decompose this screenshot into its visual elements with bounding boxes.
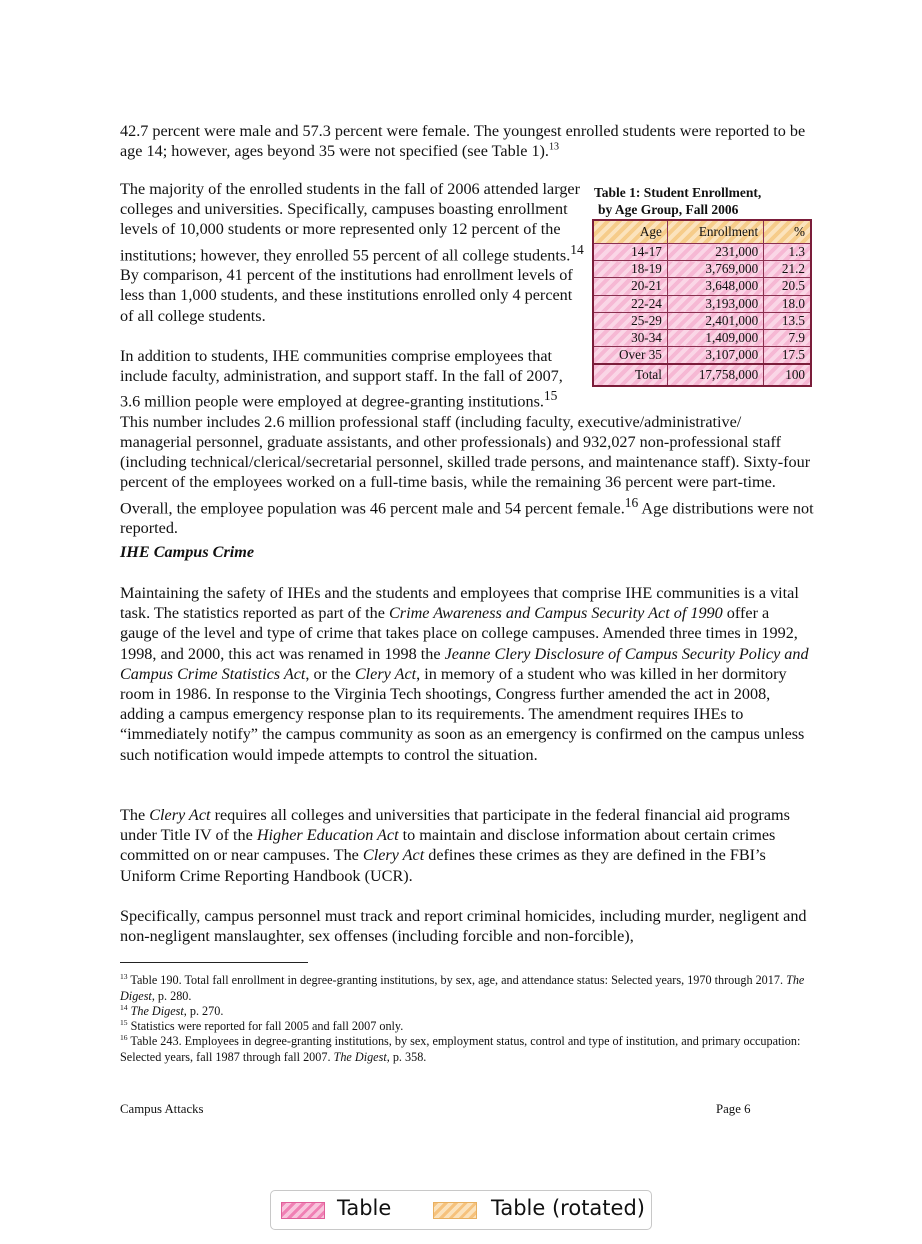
paragraph-text: , or the [305,664,355,683]
footnote-divider [120,962,308,963]
table-cell: 100 [764,364,811,386]
footnote-source: The Digest [333,1049,387,1064]
table-cell: 14-17 [593,244,667,261]
table-cell: 20-21 [593,278,667,295]
page-number: Page 6 [716,1102,751,1116]
footnote-text: , p. 270. [183,1004,224,1018]
table-cell: 3,769,000 [667,261,763,278]
table-cell: 17,758,000 [667,364,763,386]
footnote-number: 16 [120,1032,128,1042]
footnote-number: 14 [120,1002,128,1012]
table-header-cell: % [764,220,811,244]
table-cell: 231,000 [667,244,763,261]
table-cell: 1.3 [764,244,811,261]
paragraph-clery-act [120,805,810,886]
footnote-ref-16[interactable]: 16 [624,494,639,510]
act-title: Crime Awareness and Campus Security Act of 1990 [388,604,723,623]
table-rotated-swatch-icon [433,1202,477,1219]
table-swatch-icon [281,1202,325,1219]
section-heading: IHE Campus Crime [120,543,255,561]
paragraph-text: The [120,806,150,824]
footnote-14 [120,1004,810,1020]
paragraph-text: requires all colleges and universities that participate in the federal financial aid programs under Title IV of the [120,806,790,845]
table-row [593,261,811,278]
footnote-source: The Digest [120,973,805,1003]
table-cell: 21.2 [764,261,811,278]
paragraph-text: This number includes 2.6 million professional staff (including faculty, executive/administrative/ managerial personnel, graduate assistants, and other professionals) and 932,027 non-professional staff (including technical/clerical/secretarial personnel, skilled trade persons, and maintenance staff). Sixty-four percent of the employees worked on a full-time basis, while the remaining 36 percent were part-time. Overall, the employee population was 46 percent male and 54 percent female. [120,412,811,518]
table-cell: 3,193,000 [667,295,763,312]
act-title: Clery Act [354,664,417,683]
footnote-13 [120,973,810,1004]
footnote-text: , p. 358. [386,1049,427,1064]
paragraph-text: offer a gauge of the level and type of crime that takes place on college campuses. Amended three times in 1992, 1998, and 2000, this act was renamed in 1998 the [120,604,798,663]
table-cell: 1,409,000 [667,329,763,346]
footnote-15 [120,1019,810,1035]
table-cell: 25-29 [593,312,667,329]
paragraph-text: By comparison, 41 percent of the institutions had enrollment levels of less than 1,000 students, and these institutions enrolled only 4 percent of all college students. [120,266,573,325]
footnote-ref-13[interactable]: 13 [548,141,560,153]
table-total-row [593,364,811,386]
enrollment-table [592,219,812,387]
table-cell: 17.5 [764,347,811,365]
legend [270,1190,652,1230]
legend-label-table: Table [337,1196,392,1220]
table-header-cell: Age [593,220,667,244]
paragraph-campus-safety [120,583,810,765]
act-title: Clery Act [362,846,425,865]
table-row [593,278,811,295]
footnote-text: Table 243. Employees in degree-granting institutions, by sex, employment status, control and type of institution, and primary occupation: Selected years, fall 1987 through fall 2007. [120,1034,801,1064]
paragraph-specifically: Specifically, campus personnel must track and report criminal homicides, including murder, negligent and non-negligent manslaughter, sex offenses (including forcible and non-forcible), [120,907,807,946]
paragraph-text: Age distributions were not reported. [120,499,814,538]
legend-label-table-rotated: Table (rotated) [491,1196,645,1220]
table-cell: 2,401,000 [667,312,763,329]
paragraph-text: defines these crimes as they are defined in the FBI’s Uniform Crime Reporting Handbook (UCR). [120,846,766,885]
table-cell: 18-19 [593,261,667,278]
footnote-ref-15[interactable]: 15 [543,388,558,404]
table-cell: 3,107,000 [667,347,763,365]
table-cell: Total [593,364,667,386]
table-caption-line: Table 1: Student Enrollment, [594,185,762,200]
paragraph-text: , in memory of a student who was killed in her dormitory room in 1986. In response to the Virginia Tech shootings, Congress further amended the act in 2008, adding a campus emergency response plan to its requirements. The amendment requires IHEs to “immediately notify” the campus community as soon as an emergency is confirmed on the campus unless such notification would impede attempts to control the situation. [120,664,805,764]
footnote-text: Statistics were reported for fall 2005 and fall 2007 only. [127,1019,404,1033]
footnote-ref-14[interactable]: 14 [570,241,584,257]
table-cell: 18.0 [764,295,811,312]
table-cell: 20.5 [764,278,811,295]
table-row [593,312,811,329]
table-cell: 13.5 [764,312,811,329]
table-caption-line: by Age Group, Fall 2006 [598,201,739,217]
footnote-text: Table 190. Total fall enrollment in degree-granting institutions, by sex, age, and attendance status: Selected years, 1970 through 2017. [127,973,787,987]
table-row [593,295,811,312]
paragraph-text: Maintaining the safety of IHEs and the students and employees that comprise IHE communities is a vital task. The statistics reported as part of the [120,584,799,623]
table-caption [594,185,814,218]
footer-title: Campus Attacks [120,1102,204,1116]
paragraph-text: 42.7 percent were male and 57.3 percent were female. The youngest enrolled students were reported to be age 14; however, ages beyond 35 were not specified (see Table 1). [120,122,806,161]
act-title: Higher Education Act [256,826,399,845]
table-header-row [593,220,811,244]
table-row [593,347,811,365]
table-row [593,244,811,261]
paragraph-text: to maintain and disclose information about certain crimes committed on or near campuses. The [120,826,776,865]
table-cell: 22-24 [593,295,667,312]
table-cell: 30-34 [593,329,667,346]
paragraph-text: The majority of the enrolled students in the fall of 2006 attended larger colleges and universities. Specifically, campuses boasting enrollment levels of 10,000 students or more represented only 12 percent of the institutions; however, they enrolled 55 percent of all college students. [120,180,581,264]
table-cell: Over 35 [593,347,667,365]
table-cell: 3,648,000 [667,278,763,295]
paragraph-text: In addition to students, IHE communities comprise employees that include faculty, administration, and support staff. In the fall of 2007, 3.6 million people were employed at degree-granting institutions. [120,346,563,411]
table-cell: 7.9 [764,329,811,346]
table-header-cell: Enrollment [667,220,763,244]
paragraph-intro [120,121,810,161]
footnote-text: , p. 280. [151,988,192,1003]
footnote-16 [120,1034,810,1065]
act-title: Jeanne Clery Disclosure of Campus Security Policy and Campus Crime Statistics Act [120,644,809,683]
act-title: Clery Act [149,806,211,824]
table-row [593,329,811,346]
footnote-number: 13 [120,971,128,981]
footnote-number: 15 [120,1017,128,1027]
footnote-source: The Digest [130,1004,184,1018]
